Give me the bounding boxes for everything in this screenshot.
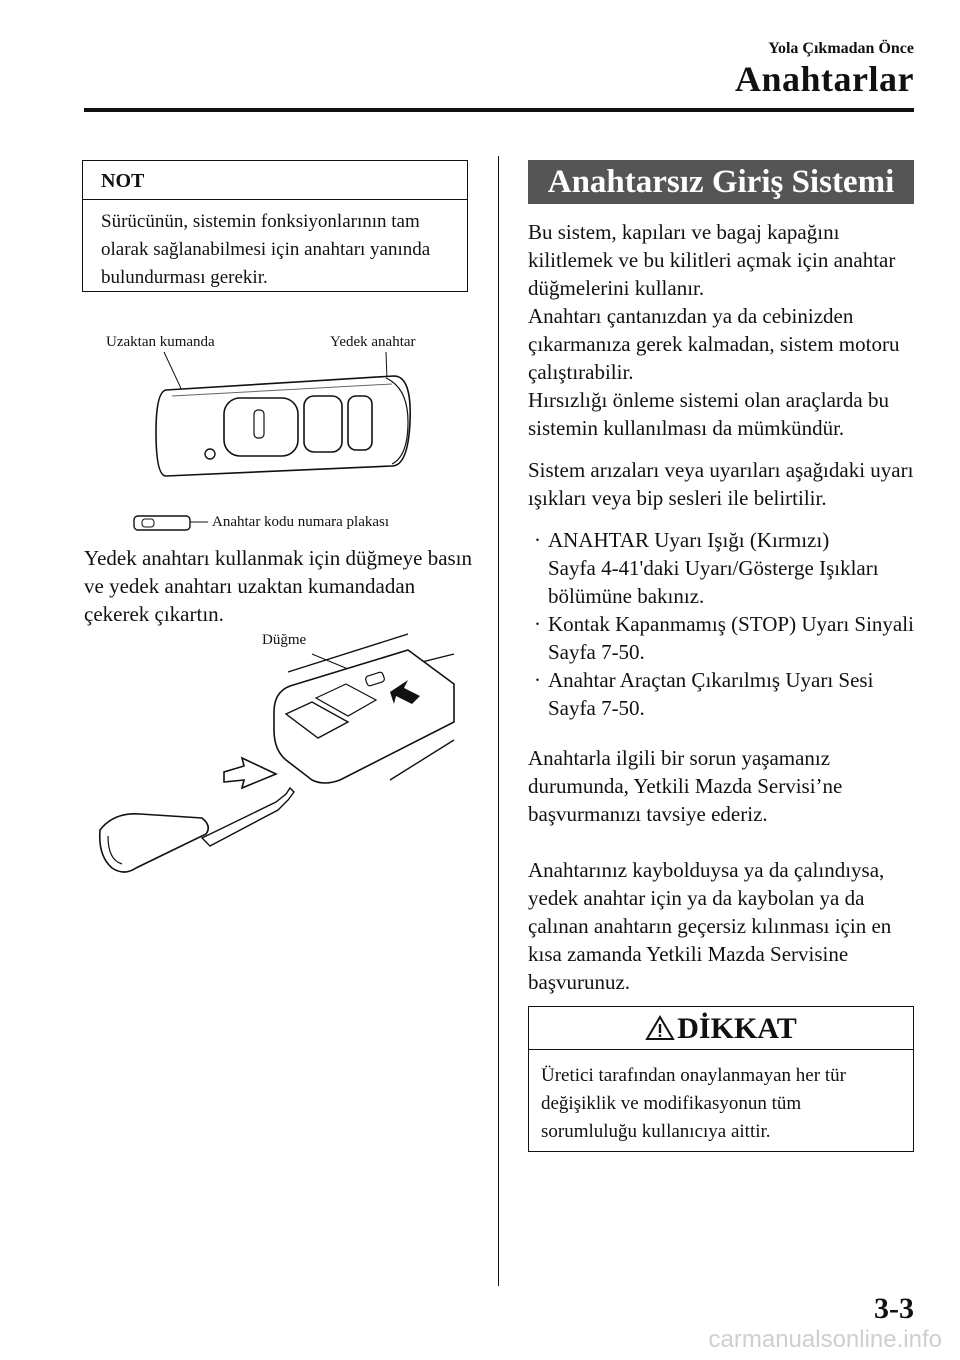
section-intro <box>528 218 918 442</box>
caution-heading: DİKKAT <box>677 1012 797 1045</box>
chapter-subtitle: Yola Çıkmadan Önce <box>768 40 914 57</box>
column-divider <box>498 156 499 1286</box>
intro-paragraph-3: Hırsızlığı önleme sistemi olan araçlarda bu sistemin kullanılması da mümkündür. <box>528 388 889 440</box>
service-paragraph: Anahtarla ilgili bir sorun yaşamanız durumunda, Yetkili Mazda Servisi’ne başvurmanızı tavsiye ederiz. <box>528 746 843 826</box>
bullet-title: ANAHTAR Uyarı Işığı (Kırmızı) <box>548 528 830 552</box>
spare-key-instructions: Yedek anahtarı kullanmak için düğmeye basın ve yedek anahtarı uzaktan kumandadan çekerek çıkartın. <box>84 546 473 626</box>
bullet-title: Anahtar Araçtan Çıkarılmış Uyarı Sesi <box>548 668 874 692</box>
remote-key-figure <box>96 326 466 534</box>
label-spare-key: Yedek anahtar <box>330 334 416 350</box>
page-number: 3-3 <box>874 1292 914 1325</box>
bullet-reference: Sayfa 7-50. <box>548 696 645 720</box>
label-key-code-plate: Anahtar kodu numara plakası <box>212 514 390 530</box>
label-button: Düğme <box>262 632 307 648</box>
note-body: Sürücünün, sistemin fonksiyonlarının tam olarak sağlanabilmesi için anahtarı yanında bulundurması gerekir. <box>101 211 431 288</box>
bullet-icon: · <box>534 528 541 552</box>
caution-body: Üretici tarafından onaylanmayan her tür değişiklik ve modifikasyonun tüm sorumluluğu kullanıcıya aittir. <box>541 1065 846 1142</box>
chapter-title: Anahtarlar <box>735 59 914 99</box>
spare-key-removal-illustration <box>90 630 460 890</box>
caution-box <box>528 1006 914 1152</box>
lost-key-paragraph: Anahtarınız kaybolduysa ya da çalındıysa, yedek anahtar için ya da kaybolan ya da çalınan anahtarın geçersiz kılınması için en kısa zamanda Yetkili Mazda Servisine başvurunuz. <box>528 858 892 994</box>
bullet-reference: Sayfa 4-41'daki Uyarı/Gösterge Işıkları bölümüne bakınız. <box>548 556 879 608</box>
label-remote-control: Uzaktan kumanda <box>106 334 215 350</box>
caution-heading-row <box>529 1007 913 1050</box>
bullet-reference: Sayfa 7-50. <box>548 640 645 664</box>
bullet-title: Kontak Kapanmamış (STOP) Uyarı Sinyali <box>548 612 914 636</box>
spare-key-removal-figure <box>90 630 460 890</box>
intro-paragraph-2: Anahtarı çantanızdan ya da cebinizden çıkarmanıza gerek kalmadan, sistem motoru çalıştırabilir. <box>528 304 900 384</box>
intro-paragraph-1: Bu sistem, kapıları ve bagaj kapağını kilitlemek ve bu kilitleri açmak için anahtar düğmelerini kullanır. <box>528 220 896 300</box>
list-item <box>528 666 918 722</box>
warning-triangle-icon <box>645 1015 675 1041</box>
bullet-icon: · <box>534 612 541 636</box>
section-title-bar: Anahtarsız Giriş Sistemi <box>528 160 914 204</box>
warning-list <box>528 526 918 722</box>
note-heading: NOT <box>83 161 467 200</box>
list-item <box>528 526 918 610</box>
warnings-intro: Sistem arızaları veya uyarıları aşağıdaki uyarı ışıkları veya bip sesleri ile belirtilir. <box>528 458 914 510</box>
note-box <box>82 160 468 292</box>
list-item <box>528 610 918 666</box>
header-rule <box>84 108 914 112</box>
watermark: carmanualsonline.info <box>708 1326 942 1353</box>
bullet-icon: · <box>534 668 541 692</box>
remote-key-illustration <box>96 326 466 534</box>
